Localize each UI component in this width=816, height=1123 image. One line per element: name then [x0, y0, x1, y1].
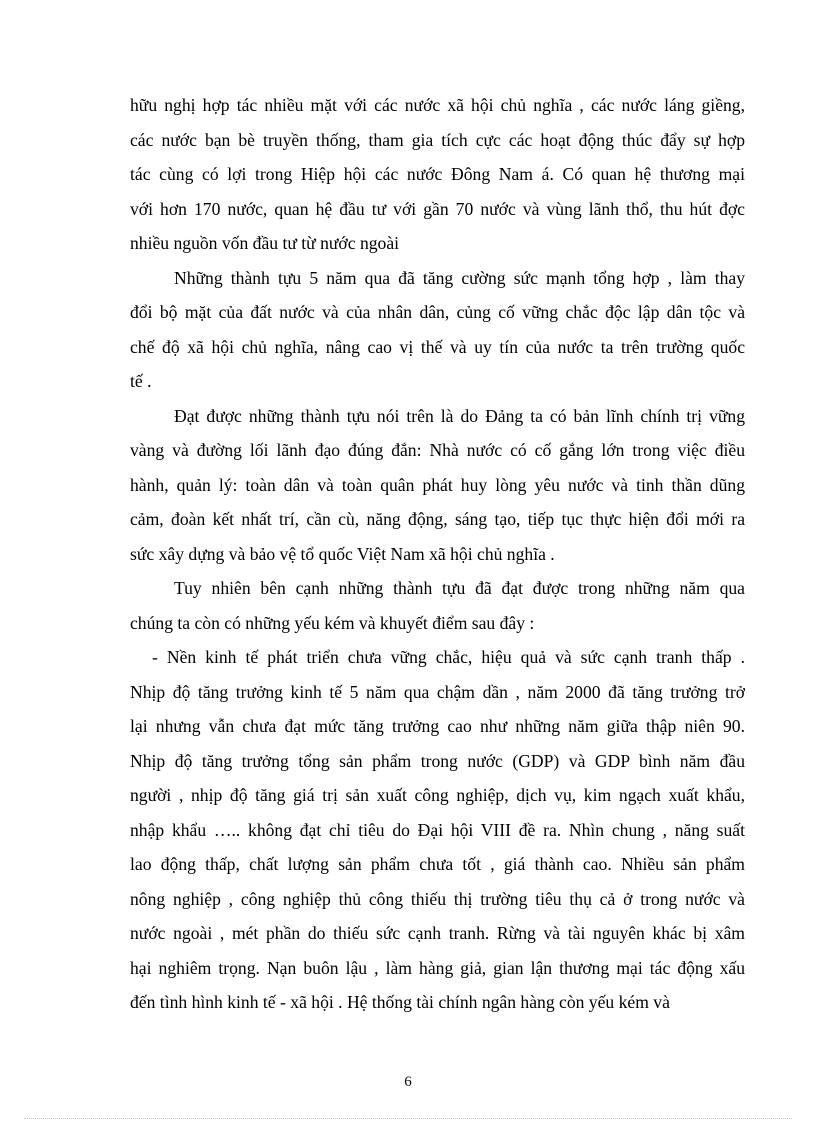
text-line: nhiều nguồn vốn đầu tư từ nước ngoài: [130, 233, 400, 253]
text-line: với hơn 170 nước, quan hệ đầu tư với gần 70 nước và vùng lãnh thổ, thu hút đợc: [130, 198, 745, 219]
text-line: vàng và đường lối lãnh đạo đúng đắn: Nhà nước có cố gắng lớn trong việc điều: [130, 440, 745, 460]
text-line: đến tình hình kinh tế - xã hội . Hệ thống tài chính ngân hàng còn yếu kém và: [130, 992, 670, 1012]
text-line: lao động thấp, chất lượng sản phẩm chưa tốt , giá thành cao. Nhiều sản phẩm: [130, 854, 745, 874]
page-number: 6: [404, 1074, 412, 1090]
text-line: nông nghiệp , công nghiệp thủ công thiếu thị trường tiêu thụ cả ở trong nước và: [130, 888, 745, 909]
paragraph-achievements: [130, 261, 745, 399]
text-line: - Nền kinh tế phát triển chưa vững chắc, hiệu quả và sức cạnh tranh thấp .: [152, 647, 745, 667]
text-line: đổi bộ mặt của đất nước và của nhân dân, củng cố vững chắc độc lập dân tộc và: [130, 302, 745, 322]
text-line: hành, quản lý: toàn dân và toàn quân phát huy lòng yêu nước và tinh thần dũng: [130, 474, 745, 495]
paragraph-weaknesses-intro: [130, 571, 745, 640]
text-line: hữu nghị hợp tác nhiều mặt với các nước xã hội chủ nghĩa , các nước láng giềng,: [130, 95, 745, 115]
text-line: lại nhưng vẫn chưa đạt mức tăng trưởng cao như những năm giữa thập niên 90.: [130, 716, 745, 736]
text-line: Tuy nhiên bên cạnh những thành tựu đã đạt được trong những năm qua: [174, 578, 745, 598]
text-line: Những thành tựu 5 năm qua đã tăng cường sức mạnh tổng hợp , làm thay: [174, 267, 745, 288]
text-line: Nhịp độ tăng trưởng tổng sản phẩm trong nước (GDP) và GDP bình năm đầu: [130, 750, 745, 771]
paragraph-reasons: [130, 399, 745, 572]
paragraph-economy-weakness: [130, 640, 745, 1020]
text-line: nước ngoài , mét phần do thiếu sức cạnh tranh. Rừng và tài nguyên khác bị xâm: [130, 923, 745, 943]
text-line: nhập khẩu ….. không đạt chỉ tiêu do Đại hội VIII đề ra. Nhìn chung , năng suất: [130, 819, 745, 840]
text-line: cảm, đoàn kết nhất trí, cần cù, năng động, sáng tạo, tiếp tục thực hiện đổi mới ra: [130, 509, 745, 529]
document-body: [130, 88, 745, 1020]
text-line: hại nghiêm trọng. Nạn buôn lậu , làm hàng giả, gian lận thương mại tác động xấu: [130, 957, 745, 978]
text-line: Đạt được những thành tựu nói trên là do Đảng ta có bản lĩnh chính trị vững: [174, 405, 745, 426]
text-line: sức xây dựng và bảo vệ tổ quốc Việt Nam xã hội chủ nghĩa .: [130, 543, 555, 564]
text-line: các nước bạn bè truyền thống, tham gia tích cực các hoạt động thúc đẩy sự hợp: [130, 129, 745, 150]
text-line: chế độ xã hội chủ nghĩa, nâng cao vị thế và uy tín của nước ta trên trường quốc: [130, 336, 745, 357]
text-line: chúng ta còn có những yếu kém và khuyết điểm sau đây :: [130, 612, 535, 633]
paragraph-foreign-relations: [130, 88, 745, 261]
text-line: tế .: [130, 371, 152, 391]
text-line: tác cùng có lợi trong Hiệp hội các nước Đông Nam á. Có quan hệ thương mại: [130, 164, 745, 184]
text-line: Nhịp độ tăng trưởng kinh tế 5 năm qua chậm dần , năm 2000 đã tăng trưởng trở: [130, 681, 745, 702]
page-bottom-border: [24, 1118, 792, 1119]
text-line: người , nhịp độ tăng giá trị sản xuất công nghiệp, dịch vụ, kim ngạch xuất khẩu,: [130, 785, 745, 805]
